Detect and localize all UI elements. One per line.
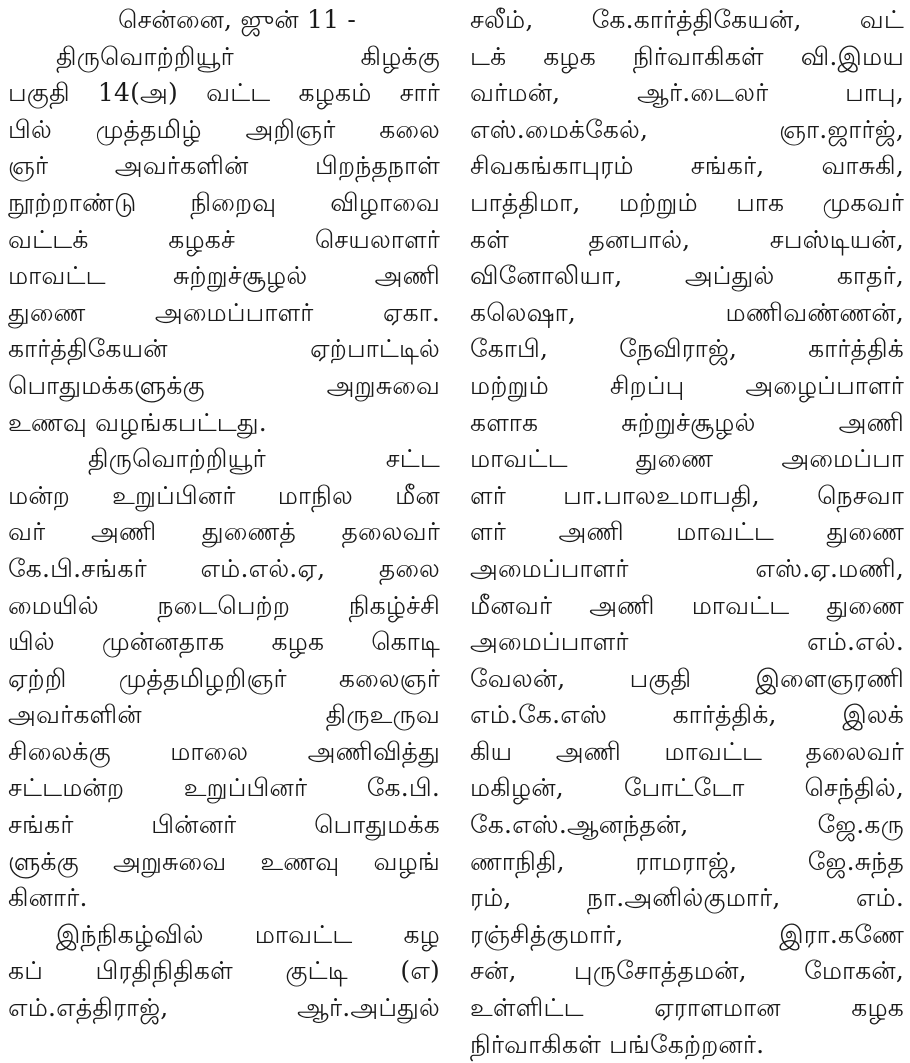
article-line: யில் முன்னதாக கழக கொடி bbox=[8, 627, 440, 657]
article-line: துணை அமைப்பாளர் ஏகா. bbox=[8, 297, 440, 327]
article-line: சிவகங்காபுரம் சங்கர், வாசுகி, bbox=[470, 151, 904, 181]
article-line: திருவொற்றியூர் கிழக்கு bbox=[56, 41, 440, 71]
article-line: எம்.எத்திராஜ், ஆர்.அப்துல் bbox=[8, 993, 440, 1023]
article-line: நூற்றாண்டு நிறைவு விழாவை bbox=[8, 187, 440, 217]
article-line: வேலன், பகுதி இளைஞரணி bbox=[470, 663, 904, 693]
article-line: கே.எஸ்.ஆனந்தன், ஜே.கரு bbox=[470, 810, 904, 840]
article-line: இந்நிகழ்வில் மாவட்ட கழ bbox=[56, 919, 440, 949]
article-line: சென்னை, ஜுன் 11 - bbox=[118, 5, 356, 34]
article-line: சன், புருசோத்தமன், மோகன், bbox=[470, 956, 904, 986]
article-line: கோபி, நேவிராஜ், கார்த்திக் bbox=[470, 334, 904, 364]
article-line: எம்.கே.எஸ் கார்த்திக், இலக் bbox=[470, 700, 904, 730]
article-line: கள் தனபால், சபஸ்டியன், bbox=[470, 224, 904, 254]
article-line: மீனவர் அணி மாவட்ட துணை bbox=[470, 590, 904, 620]
article-line: சட்டமன்ற உறுப்பினர் கே.பி. bbox=[8, 773, 440, 803]
article-line: நிர்வாகிகள் பங்கேற்றனர். bbox=[470, 1029, 765, 1059]
article-line: ஞர் அவர்களின் பிறந்தநாள் bbox=[8, 151, 440, 181]
article-line: ளர் அணி மாவட்ட துணை bbox=[470, 517, 904, 547]
article-line: ணாநிதி, ராமராஜ், ஜே.சுந்த bbox=[470, 846, 904, 876]
article-line: உள்ளிட்ட ஏராளமான கழக bbox=[470, 993, 904, 1023]
article-line: கார்த்திகேயன் ஏற்பாட்டில் bbox=[8, 334, 440, 364]
article-line: உணவு வழங்கபட்டது. bbox=[8, 407, 267, 437]
article-line: கிய அணி மாவட்ட தலைவர் bbox=[470, 736, 904, 766]
article-line: சிலைக்கு மாலை அணிவித்து bbox=[8, 736, 440, 766]
article-line: கப் பிரதிநிதிகள் குட்டி (எ) bbox=[8, 956, 440, 986]
article-line: ஏற்றி முத்தமிழறிஞர் கலைஞர் bbox=[8, 663, 440, 693]
article-line: பில் முத்தமிழ் அறிஞர் கலை bbox=[8, 114, 440, 144]
article-line: அவர்களின் திருஉருவ bbox=[8, 700, 440, 730]
article-line: பொதுமக்களுக்கு அறுசுவை bbox=[8, 370, 440, 400]
article-line: கினார். bbox=[8, 883, 88, 913]
article-line: ளர் பா.பாலஉமாபதி, நெசவா bbox=[470, 480, 904, 510]
article-line: வினோலியா, அப்துல் காதர், bbox=[470, 261, 904, 291]
article-line: ளுக்கு அறுசுவை உணவு வழங் bbox=[8, 846, 440, 876]
article-line: சலீம், கே.கார்த்திகேயன், வட் bbox=[470, 5, 904, 34]
article-column-right bbox=[470, 2, 904, 1063]
article-column-left bbox=[8, 2, 440, 1027]
article-line: கே.பி.சங்கர் எம்.எல்.ஏ, தலை bbox=[8, 553, 440, 583]
article-line: மாவட்ட சுற்றுச்சூழல் அணி bbox=[8, 261, 440, 291]
article-line: மன்ற உறுப்பினர் மாநில மீன bbox=[8, 480, 440, 510]
article-line: மற்றும் சிறப்பு அழைப்பாளர் bbox=[470, 370, 904, 400]
article-line: ரம், நா.அனில்குமார், எம். bbox=[470, 883, 904, 913]
article-line: பகுதி 14(அ) வட்ட கழகம் சார் bbox=[8, 78, 440, 108]
article-line: வட்டக் கழகச் செயலாளர் bbox=[8, 224, 440, 254]
article-line: அமைப்பாளர் எஸ்.ஏ.மணி, bbox=[470, 553, 904, 583]
article-line: எஸ்.மைக்கேல், ஞா.ஜார்ஜ், bbox=[470, 114, 904, 144]
article-line: களாக சுற்றுச்சூழல் அணி bbox=[470, 407, 904, 437]
article-line: மாவட்ட துணை அமைப்பா bbox=[470, 444, 904, 474]
article-line: திருவொற்றியூர் சட்ட bbox=[88, 444, 440, 474]
article-line: மையில் நடைபெற்ற நிகழ்ச்சி bbox=[8, 590, 440, 620]
article-line: கலெஷா, மணிவண்ணன், bbox=[470, 297, 904, 327]
article-line: சங்கர் பின்னர் பொதுமக்க bbox=[8, 810, 440, 840]
article-line: பாத்திமா, மற்றும் பாக முகவர் bbox=[470, 187, 904, 217]
article-line: வர்மன், ஆர்.டைலர் பாபு, bbox=[470, 78, 904, 108]
article-line: அமைப்பாளர் எம்.எல். bbox=[470, 627, 904, 657]
article-line: டக் கழக நிர்வாகிகள் வி.இமய bbox=[470, 41, 904, 71]
article-line: ரஞ்சித்குமார், இரா.கணே bbox=[470, 919, 904, 949]
article-line: மகிழன், போட்டோ செந்தில், bbox=[470, 773, 904, 803]
article-line: வர் அணி துணைத் தலைவர் bbox=[8, 517, 440, 547]
